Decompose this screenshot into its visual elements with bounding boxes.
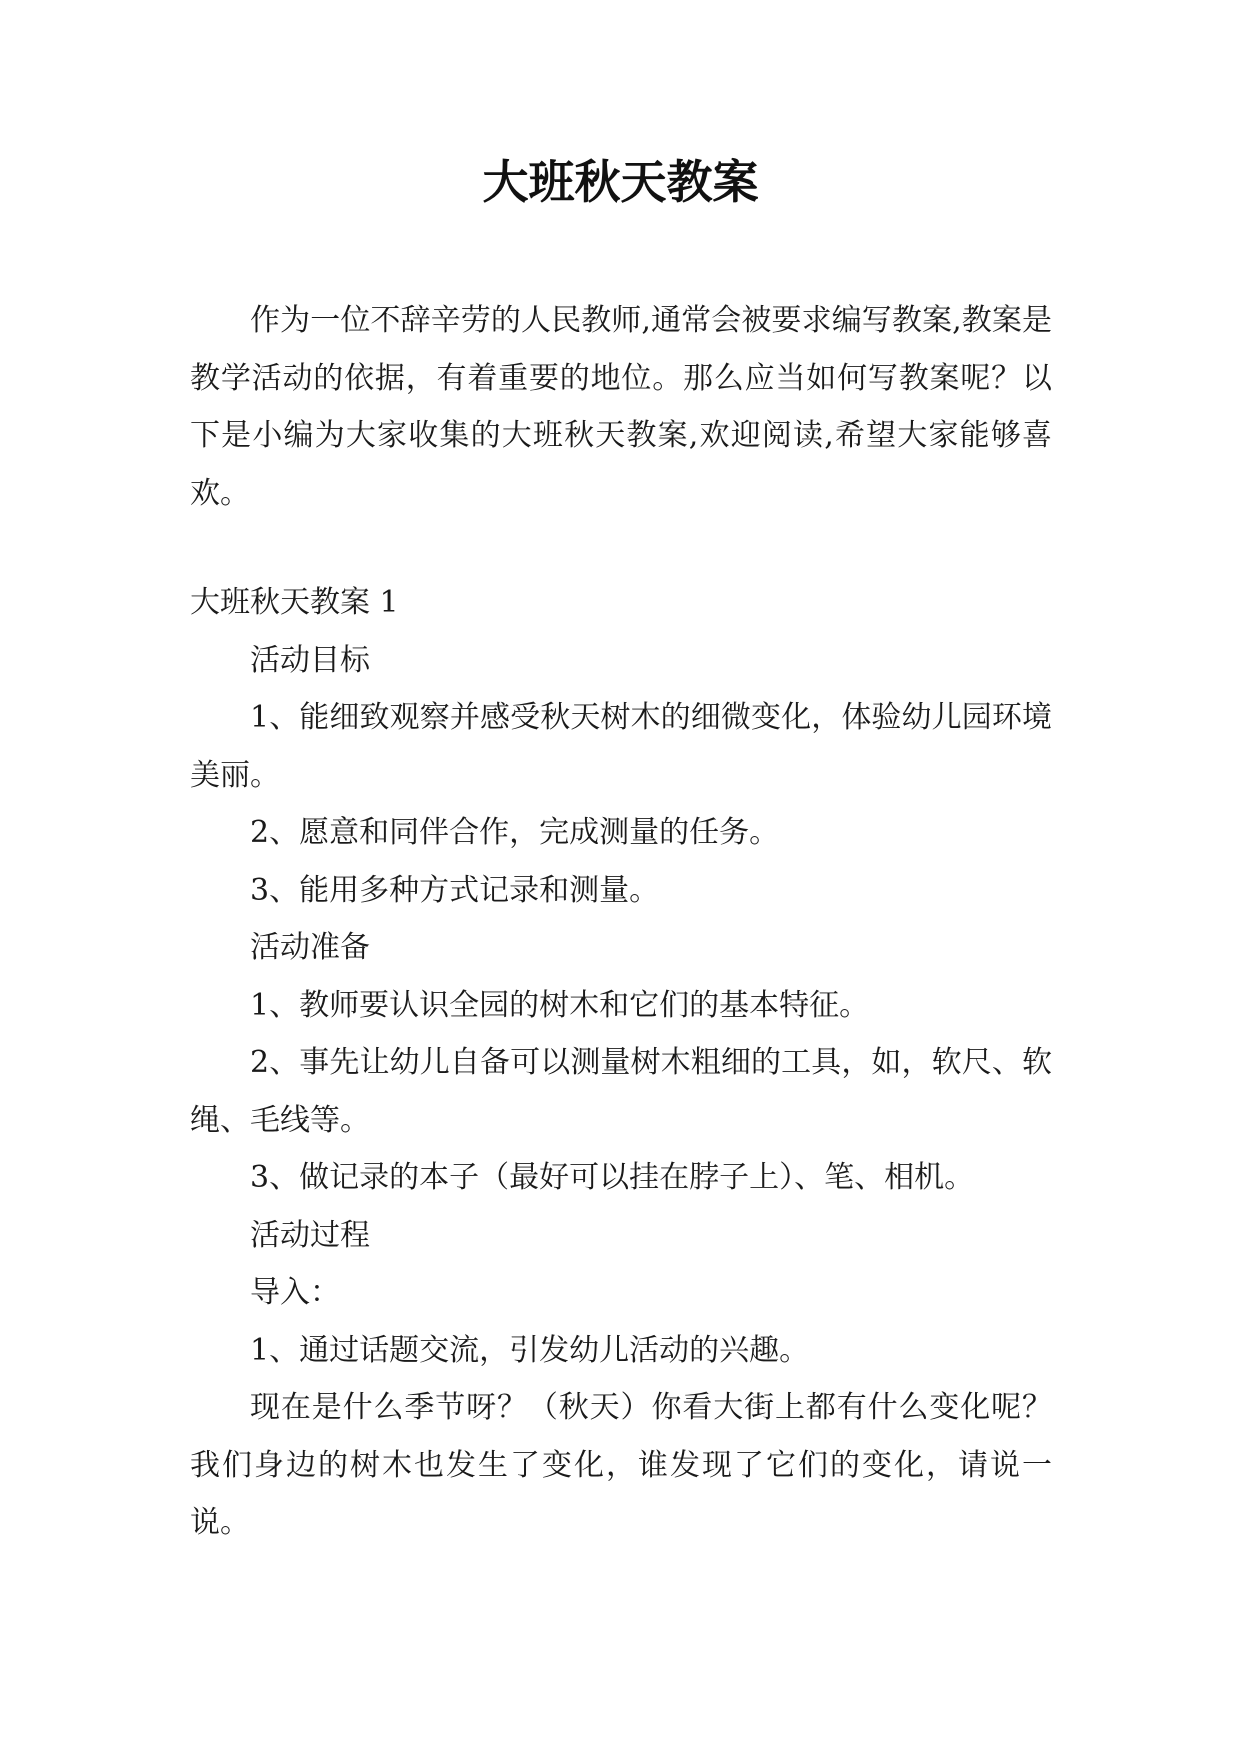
preparation-item-3: 3、做记录的本子（最好可以挂在脖子上）、笔、相机。 bbox=[250, 1160, 975, 1195]
process-paragraph: 现在是什么季节呀？（秋天）你看大街上都有什么变化呢？我们身边的树木也发生了变化，谁发现了它们的变化，请说一说。 bbox=[190, 1390, 1052, 1540]
document-body bbox=[190, 292, 1052, 1552]
heading-activity-goals: 活动目标 bbox=[250, 642, 370, 678]
document-title: 大班秋天教案 bbox=[482, 155, 759, 209]
preparation-item-2: 2、事先让幼儿自备可以测量树木粗细的工具，如，软尺、软绳、毛线等。 bbox=[190, 1045, 1052, 1138]
intro-paragraph: 作为一位不辞辛劳的人民教师,通常会被要求编写教案,教案是教学活动的依据，有着重要的地位。那么应当如何写教案呢？以下是小编为大家收集的大班秋天教案,欢迎阅读,希望大家能够喜欢。 bbox=[190, 303, 1052, 511]
goal-item-2: 2、愿意和同伴合作，完成测量的任务。 bbox=[250, 815, 780, 850]
subheading-introduction: 导入： bbox=[250, 1275, 340, 1310]
process-item-1: 1、通过话题交流，引发幼儿活动的兴趣。 bbox=[250, 1332, 810, 1368]
section-heading: 大班秋天教案 1 bbox=[190, 585, 399, 620]
section-spacer bbox=[190, 522, 1052, 574]
goal-item-3: 3、能用多种方式记录和测量。 bbox=[250, 872, 660, 908]
goal-item-1: 1、能细致观察并感受秋天树木的细微变化，体验幼儿园环境美丽。 bbox=[190, 700, 1052, 793]
heading-activity-preparation: 活动准备 bbox=[250, 930, 370, 965]
heading-activity-process: 活动过程 bbox=[250, 1217, 370, 1253]
preparation-item-1: 1、教师要认识全园的树木和它们的基本特征。 bbox=[250, 987, 870, 1023]
